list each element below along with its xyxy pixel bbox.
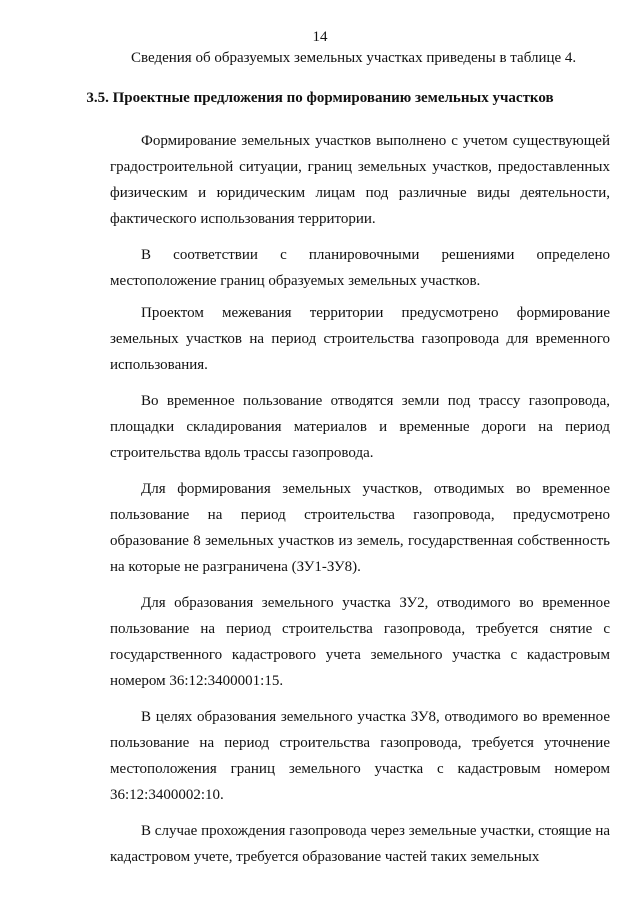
paragraph: Формирование земельных участков выполнено с учетом существующей градостроительной ситуации, границ земельных участков, предоставленных физическим и юридическим лицам под различные виды деятельности, фактического использования территории.	[110, 133, 610, 227]
paragraph: Во временное пользование отводятся земли под трассу газопровода, площадки складирования материалов и временные дороги на период строительства вдоль трассы газопровода.	[110, 393, 610, 461]
paragraph: Проектом межевания территории предусмотрено формирование земельных участков на период строительства газопровода для временного использования.	[110, 305, 610, 373]
paragraph: В случае прохождения газопровода через земельные участки, стоящие на кадастровом учете, требуется образование частей таких земельных	[110, 823, 610, 865]
lead-line: Сведения об образуемых земельных участках приведены в таблице 4.	[131, 50, 577, 66]
page-number: 14	[312, 29, 328, 45]
paragraph: Для формирования земельных участков, отводимых во временное пользование на период строительства газопровода, предусмотрено образование 8 земельных участков из земель, государственная собственность на которые не разграничена (ЗУ1-ЗУ8).	[110, 481, 610, 575]
paragraph: В целях образования земельного участка ЗУ8, отводимого во временное пользование на период строительства газопровода, требуется уточнение местоположения границ земельного участка с кадастровым номером 36:12:3400002:10.	[110, 709, 610, 803]
paragraph: Для образования земельного участка ЗУ2, отводимого во временное пользование на период строительства газопровода, требуется снятие с государственного кадастрового учета земельного участка с кадастровым номером 36:12:3400001:15.	[110, 595, 610, 689]
section-heading: 3.5. Проектные предложения по формированию земельных участков	[86, 90, 554, 106]
body-text	[110, 128, 610, 880]
paragraph: В соответствии с планировочными решениями определено местоположение границ образуемых земельных участков.	[110, 247, 610, 289]
